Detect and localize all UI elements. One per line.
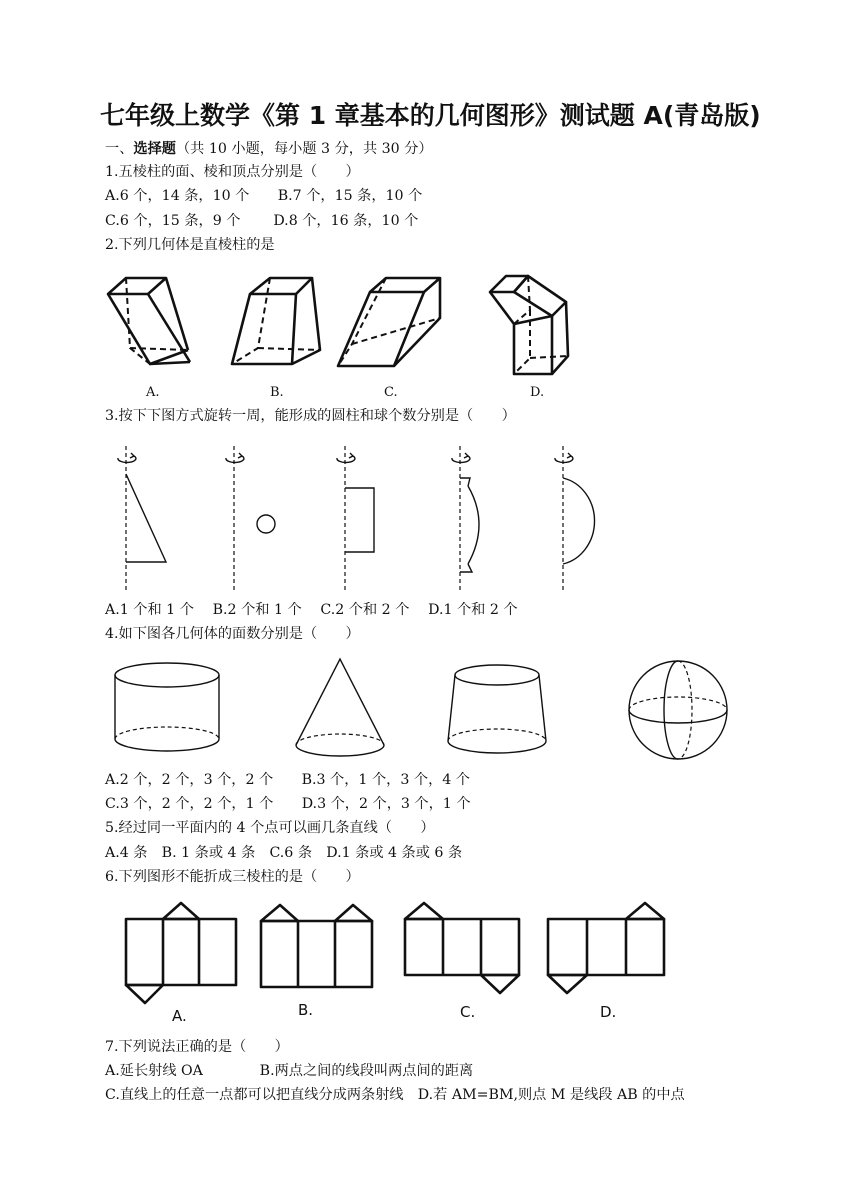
q4-figure-cone (296, 659, 384, 756)
section-prefix: 一、 (105, 141, 134, 157)
q5-stem: 5.经过同一平面内的 4 个点可以画几条直线（ ） (105, 820, 435, 836)
q2-label-a: A. (146, 385, 160, 400)
q3-stem: 3.按下下图方式旋转一周，能形成的圆柱和球个数分别是（ ） (105, 408, 516, 424)
q7-stem: 7.下列说法正确的是（ ） (105, 1039, 289, 1055)
section-name: 选择题 (133, 141, 176, 157)
q6-figure-a (126, 903, 236, 1003)
q6-stem: 6.下列图形不能折成三棱柱的是（ ） (105, 869, 360, 885)
section-heading (105, 139, 433, 159)
q2-stem: 2.下列几何体是直棱柱的是 (105, 237, 275, 253)
q1-options-ab: A.6 个，14 条，10 个 B.7 个，15 条，10 个 (105, 188, 423, 204)
q2-figure-a (108, 278, 190, 364)
q6-figures (0, 895, 860, 1030)
q4-options-ab: A.2 个，2 个，3 个，2 个 B.3 个，1 个，3 个，4 个 (105, 772, 470, 788)
q3-figures (0, 440, 860, 600)
q4-figure-frustum (448, 665, 546, 753)
q6-figure-c (405, 903, 519, 993)
q6-label-d: D. (600, 1003, 617, 1021)
q6-label-c: C. (460, 1003, 476, 1021)
q6-label-a: A. (172, 1007, 187, 1025)
q3-options: A.1 个和 1 个 B.2 个和 1 个 C.2 个和 2 个 D.1 个和 2 个 (105, 602, 518, 618)
q3-figure-1 (118, 446, 166, 590)
q2-label-d: D. (530, 385, 545, 400)
q7-options-cd: C.直线上的任意一点都可以把直线分成两条射线 D.若 AM=BM,则点 M 是线段 AB 的中点 (105, 1087, 685, 1103)
q2-figure-d (490, 276, 568, 374)
q3-figure-5 (555, 446, 595, 590)
q1-stem: 1.五棱柱的面、棱和顶点分别是（ ） (105, 164, 360, 180)
q2-label-b: B. (270, 385, 284, 400)
q5-options: A.4 条 B. 1 条或 4 条 C.6 条 D.1 条或 4 条或 6 条 (105, 845, 463, 861)
q7-options-ab: A.延长射线 OA B.两点之间的线段叫两点间的距离 (105, 1063, 474, 1079)
q4-figure-cylinder (115, 663, 219, 751)
q6-label-b: B. (298, 1001, 314, 1019)
q1-options-cd: C.6 个，15 条，9 个 D.8 个，16 条，10 个 (105, 213, 419, 229)
q3-figure-4 (452, 446, 479, 590)
q6-figure-d (548, 903, 664, 993)
page-title: 七年级上数学《第 1 章基本的几何图形》测试题 A(青岛版) (100, 101, 761, 130)
q4-stem: 4.如下图各几何体的面数分别是（ ） (105, 626, 360, 642)
q2-figure-b (232, 278, 320, 364)
q2-figure-c (338, 278, 440, 366)
q3-figure-3 (337, 446, 374, 590)
q4-figures (0, 655, 860, 765)
q3-figure-2 (226, 446, 275, 590)
section-note: （共 10 小题，每小题 3 分，共 30 分） (175, 141, 433, 157)
q4-options-cd: C.3 个，2 个，2 个，1 个 D.3 个，2 个，3 个，1 个 (105, 796, 471, 812)
q4-figure-sphere (629, 661, 727, 759)
q2-figures (0, 270, 860, 400)
q2-label-c: C. (384, 385, 398, 400)
q6-figure-b (261, 905, 372, 987)
